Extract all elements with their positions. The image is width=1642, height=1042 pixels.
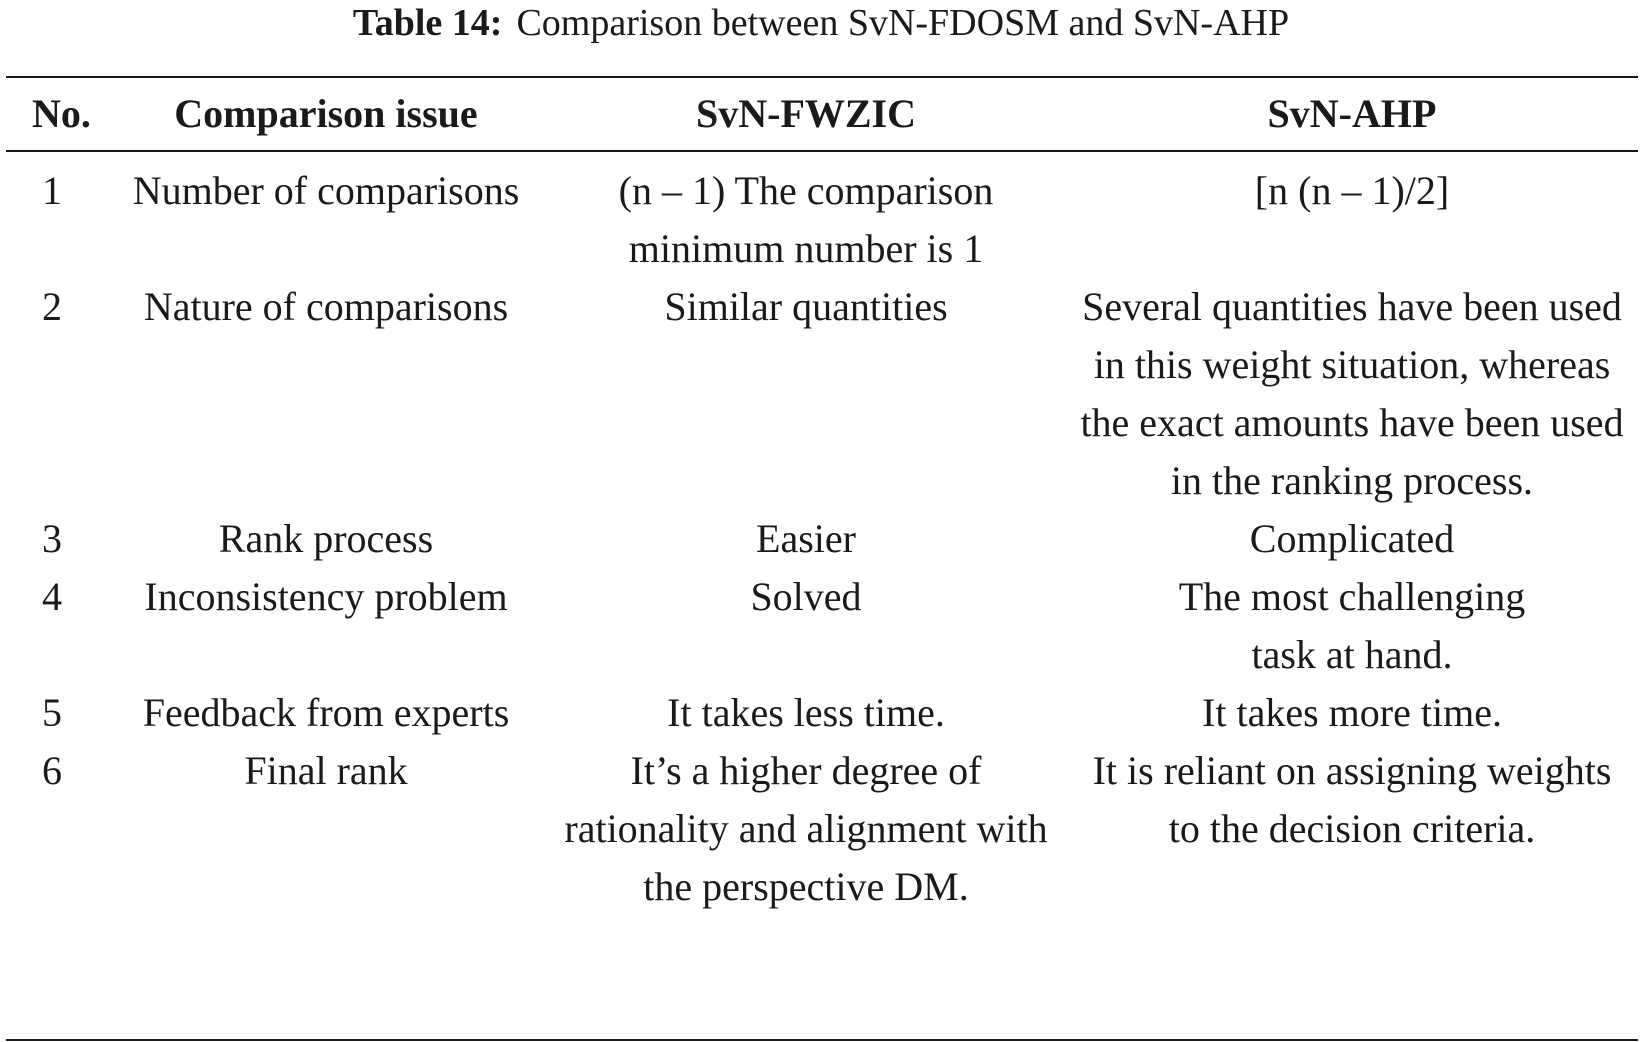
table-caption-text: Comparison between SvN-FDOSM and SvN-AHP xyxy=(516,2,1290,44)
row-fwzic: Easier xyxy=(756,516,856,561)
row-number: 3 xyxy=(42,516,62,561)
header-svn-fwzic: SvN-FWZIC xyxy=(695,91,917,136)
row-ahp: [n (n – 1)/2] xyxy=(1254,168,1450,213)
row-ahp xyxy=(1066,742,1638,916)
table-row xyxy=(6,278,1638,510)
comparison-table xyxy=(6,78,1638,916)
row-number: 5 xyxy=(42,690,62,735)
row-number: 2 xyxy=(42,284,62,329)
table-caption xyxy=(0,0,1642,46)
row-fwzic-text: It’s a higher degree of rationality and alignment with the perspective DM. xyxy=(564,748,1048,909)
row-fwzic xyxy=(546,150,1066,278)
table-row xyxy=(6,150,1638,278)
row-ahp xyxy=(1066,278,1638,510)
row-issue: Inconsistency problem xyxy=(144,574,508,619)
row-ahp-text: Several quantities have been used in this weight situation, whereas the exact amounts have been used in the ranking process. xyxy=(1080,284,1624,503)
row-issue: Number of comparisons xyxy=(132,168,520,213)
table-row xyxy=(6,684,1638,742)
table-row xyxy=(6,568,1638,684)
header-comparison-issue: Comparison issue xyxy=(174,91,478,136)
header-svn-ahp: SvN-AHP xyxy=(1267,91,1437,136)
row-fwzic xyxy=(546,742,1066,916)
row-number: 4 xyxy=(42,574,62,619)
table-header-row xyxy=(6,78,1638,150)
row-ahp: Complicated xyxy=(1249,516,1455,561)
row-ahp-text: The most challenging task at hand. xyxy=(1178,574,1526,677)
header-no: No. xyxy=(32,91,91,136)
table-row xyxy=(6,742,1638,916)
row-ahp xyxy=(1066,568,1638,684)
row-issue: Nature of comparisons xyxy=(143,284,509,329)
row-ahp-text: It is reliant on assigning weights to the decision criteria. xyxy=(1092,748,1612,851)
row-fwzic: Similar quantities xyxy=(664,284,948,329)
row-fwzic-text: (n – 1) The comparison minimum number is 1 xyxy=(618,168,994,271)
row-fwzic: It takes less time. xyxy=(667,690,945,735)
table-row xyxy=(6,510,1638,568)
row-number: 6 xyxy=(42,748,62,793)
row-fwzic: Solved xyxy=(750,574,862,619)
row-issue: Final rank xyxy=(244,748,408,793)
row-issue: Rank process xyxy=(218,516,434,561)
row-number: 1 xyxy=(42,168,62,213)
table-bottom-rule xyxy=(6,1039,1638,1041)
table-caption-label: Table 14: xyxy=(352,2,503,44)
row-issue: Feedback from experts xyxy=(142,690,510,735)
row-ahp: It takes more time. xyxy=(1202,690,1502,735)
